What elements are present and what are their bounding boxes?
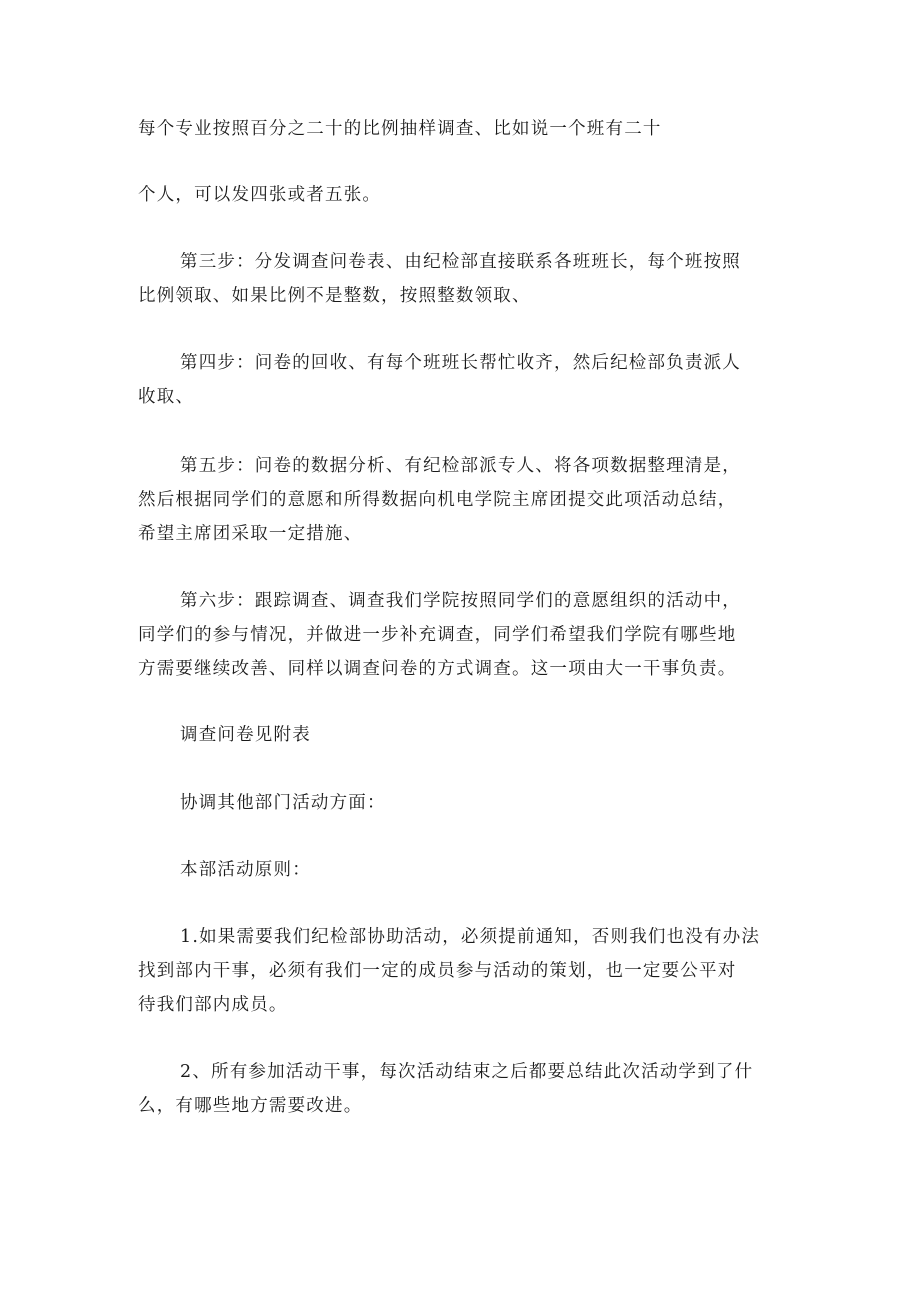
text-line: 然后根据同学们的意愿和所得数据向机电学院主席团提交此项活动总结， [138,490,737,510]
text-line: 找到部内干事，必须有我们一定的成员参与活动的策划，也一定要公平对 [138,961,737,981]
text-line: 第五步：问卷的数据分析、有纪检部派专人、将各项数据整理清是， [180,456,741,476]
paragraph-step-four [138,346,788,414]
text-line: 第六步：跟踪调查、调查我们学院按照同学们的意愿组织的活动中， [180,591,741,611]
paragraph-step-three [138,245,788,313]
text-line: 第三步：分发调查问卷表、由纪检部直接联系各班班长，每个班按照 [180,252,741,272]
text-line: 希望主席团采取一定措施、 [138,524,363,544]
paragraph-coordination-heading [138,786,788,820]
text-line: 个人，可以发四张或者五张。 [138,185,382,205]
text-line: 么，有哪些地方需要改进。 [138,1096,363,1116]
paragraph-questionnaire-appendix [138,718,788,752]
text-line: 2、所有参加活动干事，每次活动结束之后都要总结此次活动学到了什 [180,1062,754,1082]
text-line: 协调其他部门活动方面： [180,793,386,813]
text-line: 调查问卷见附表 [180,725,311,745]
paragraph-step-six [138,584,788,686]
text-line: 本部活动原则： [180,860,311,880]
text-line: 方需要继续改善、同样以调查问卷的方式调查。这一项由大一干事负责。 [138,659,737,679]
paragraph-step-five [138,449,788,551]
text-line: 每个专业按照百分之二十的比例抽样调查、比如说一个班有二十 [138,119,662,139]
paragraph-principle-two [138,1055,788,1123]
paragraph-principle-one [138,920,788,1022]
text-line: 待我们部内成员。 [138,995,288,1015]
paragraph-principles-heading [138,853,788,887]
text-line: 收取、 [138,387,195,407]
text-line: 比例领取、如果比例不是整数，按照整数领取、 [138,286,531,306]
text-line: 1.如果需要我们纪检部协助活动，必须提前通知，否则我们也没有办法 [180,927,761,947]
paragraph-sampling-cont [138,178,788,212]
paragraph-sampling-intro [138,112,788,146]
text-line: 同学们的参与情况，并做进一步补充调查，同学们希望我们学院有哪些地 [138,625,737,645]
text-line: 第四步：问卷的回收、有每个班班长帮忙收齐，然后纪检部负责派人 [180,353,741,373]
